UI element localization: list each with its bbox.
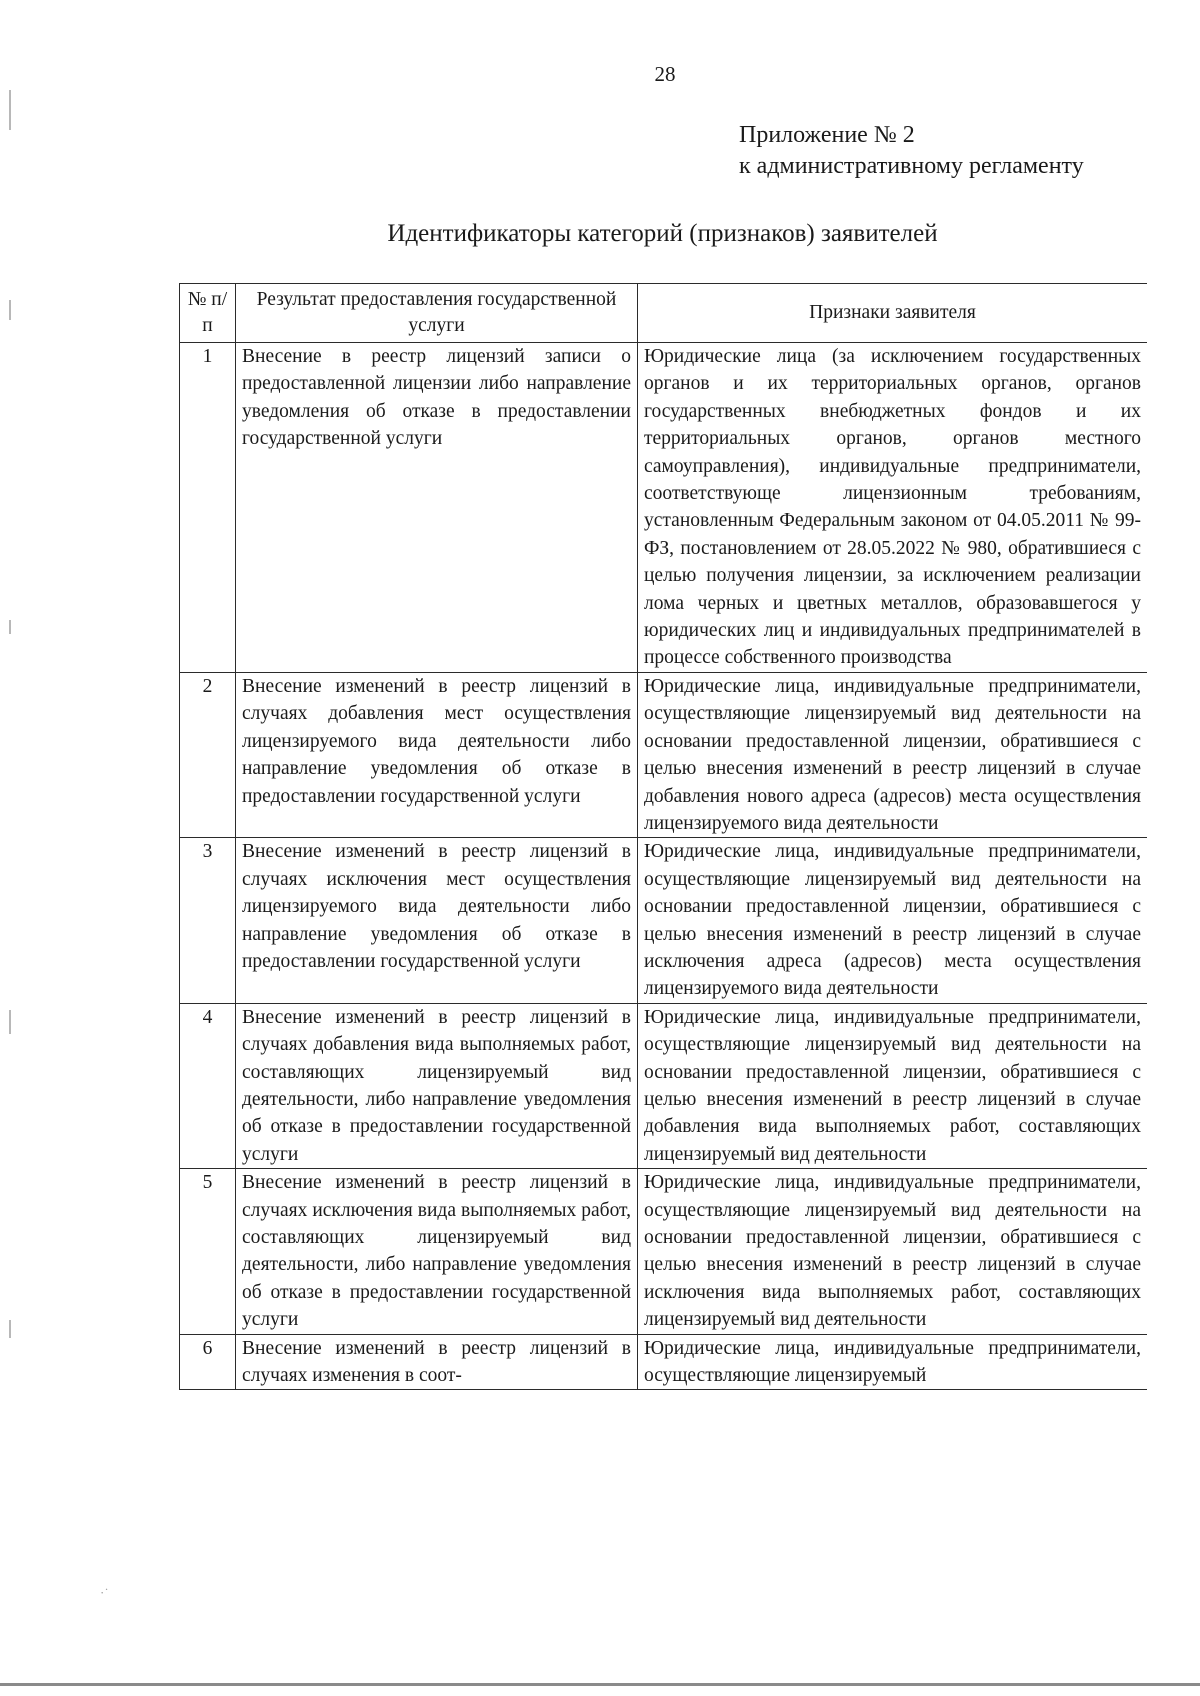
applicant-categories-table-wrapper (179, 283, 1147, 1568)
header-service-result: Результат предоставления государственной услуги (236, 284, 638, 343)
row-applicant-signs: Юридические лица, индивидуальные предприниматели, осуществляющие лицензируемый вид деятельности на основании предоставленной лицензии, обратившиеся с целью внесения изменений в реестр лицензий в случае исключения вида выполняемых работ, составляющих лицензируемый вид деятельности (638, 1169, 1148, 1334)
row-number: 3 (180, 838, 236, 1003)
scan-edge-mark (9, 1010, 11, 1034)
row-service-result: Внесение изменений в реестр лицензий в случаях добавления вида выполняемых работ, составляющих лицензируемый вид деятельности, либо направление уведомления об отказе в предоставлении государственной услуги (236, 1003, 638, 1168)
scan-edge-mark (9, 1320, 11, 1338)
page-number: 28 (654, 62, 676, 86)
row-number: 6 (180, 1334, 236, 1390)
row-applicant-signs: Юридические лица, индивидуальные предприниматели, осуществляющие лицензируемый вид деятельности на основании предоставленной лицензии, обратившиеся с целью внесения изменений в реестр лицензий в случае исключения адреса (адресов) места осуществления лицензируемого вида деятельности (638, 838, 1148, 1003)
scan-speck: ·˙ (100, 1585, 109, 1600)
header-applicant-signs: Признаки заявителя (638, 284, 1148, 343)
table-row (180, 672, 1148, 837)
scan-edge-mark (9, 90, 11, 130)
scan-bottom-edge (0, 1683, 1200, 1686)
row-applicant-signs: Юридические лица, индивидуальные предприниматели, осуществляющие лицензируемый (638, 1334, 1148, 1390)
row-applicant-signs: Юридические лица, индивидуальные предприниматели, осуществляющие лицензируемый вид деятельности на основании предоставленной лицензии, обратившиеся с целью внесения изменений в реестр лицензий в случае добавления вида выполняемых работ, составляющих лицензируемый вид деятельности (638, 1003, 1148, 1168)
document-title: Идентификаторы категорий (признаков) заявителей (387, 220, 938, 247)
appendix-heading (739, 120, 1084, 182)
table-row (180, 1003, 1148, 1168)
appendix-line-2: к административному регламенту (739, 153, 1084, 179)
table-row (180, 343, 1148, 673)
row-number: 5 (180, 1169, 236, 1334)
row-service-result: Внесение в реестр лицензий записи о предоставленной лицензии либо направление уведомления об отказе в предоставлении государственной услуги (236, 343, 638, 673)
applicant-categories-table (179, 283, 1147, 1390)
row-number: 2 (180, 672, 236, 837)
row-service-result: Внесение изменений в реестр лицензий в случаях исключения вида выполняемых работ, составляющих лицензируемый вид деятельности, либо направление уведомления об отказе в предоставлении государственной услуги (236, 1169, 638, 1334)
table-row (180, 838, 1148, 1003)
table-row (180, 1334, 1148, 1390)
row-service-result: Внесение изменений в реестр лицензий в случаях добавления мест осуществления лицензируемого вида деятельности либо направление уведомления об отказе в предоставлении государственной услуги (236, 672, 638, 837)
table-header-row (180, 284, 1148, 343)
row-service-result: Внесение изменений в реестр лицензий в случаях изменения в соот- (236, 1334, 638, 1390)
scan-edge-mark (9, 620, 11, 634)
row-service-result: Внесение изменений в реестр лицензий в случаях исключения мест осуществления лицензируемого вида деятельности либо направление уведомления об отказе в предоставлении государственной услуги (236, 838, 638, 1003)
row-applicant-signs: Юридические лица (за исключением государственных органов и их территориальных органов, органов государственных внебюджетных фондов и их территориальных органов, органов местного самоуправления), индивидуальные предприниматели, соответствующе лицензионным требованиям, установленным Федеральным законом от 04.05.2011 № 99-ФЗ, постановлением от 28.05.2022 № 980, обратившиеся с целью получения лицензии, за исключением реализации лома черных и цветных металлов, образовавшегося у юридических лиц и индивидуальных предпринимателей в процессе собственного производства (638, 343, 1148, 673)
row-number: 1 (180, 343, 236, 673)
row-applicant-signs: Юридические лица, индивидуальные предприниматели, осуществляющие лицензируемый вид деятельности на основании предоставленной лицензии, обратившиеся с целью внесения изменений в реестр лицензий в случае добавления нового адреса (адресов) места осуществления лицензируемого вида деятельности (638, 672, 1148, 837)
appendix-line-1: Приложение № 2 (739, 122, 915, 148)
header-number: № п/п (180, 284, 236, 343)
scan-edge-mark (9, 300, 11, 320)
table-row (180, 1169, 1148, 1334)
row-number: 4 (180, 1003, 236, 1168)
